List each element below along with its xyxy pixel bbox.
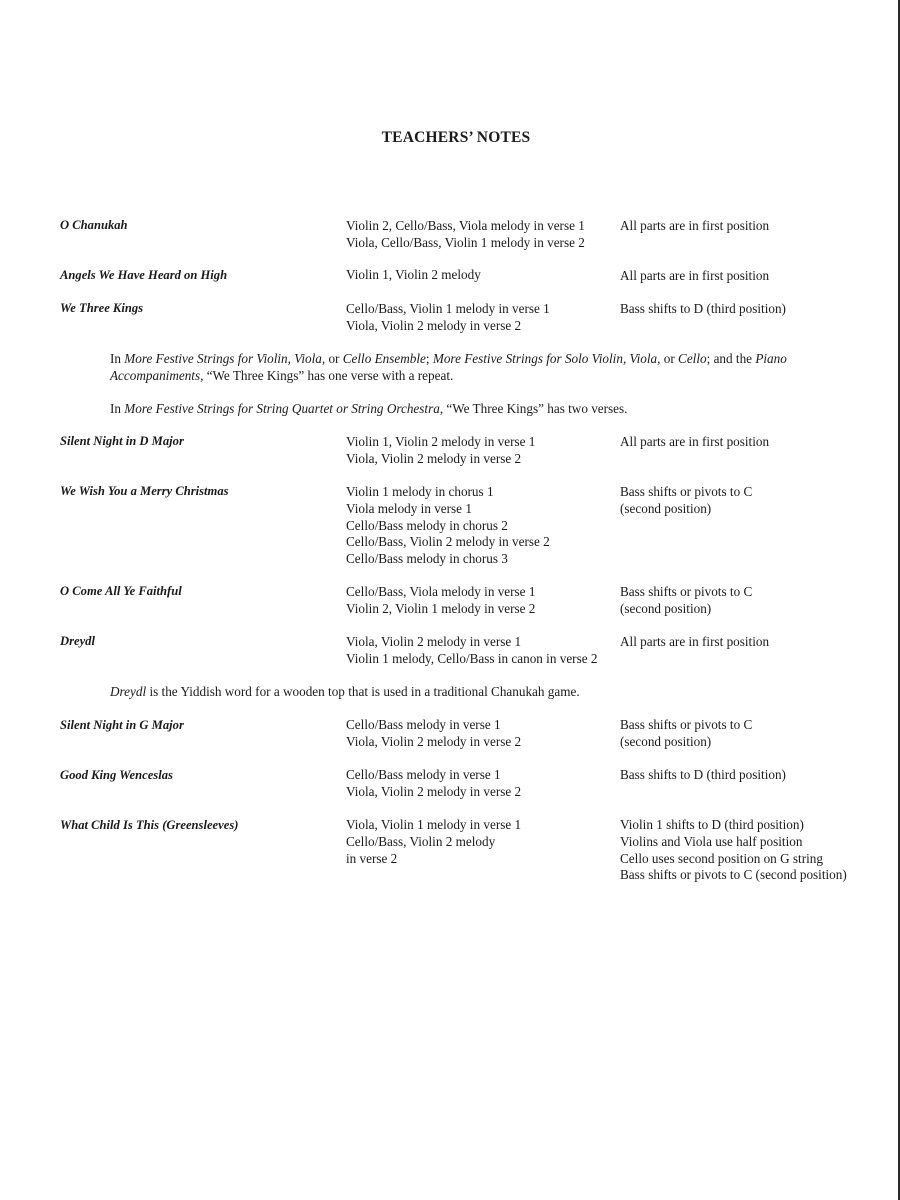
notes-line: All parts are in first position <box>620 268 770 283</box>
parts-line: Violin 1 melody, Cello/Bass in canon in verse 2 <box>346 650 598 666</box>
parts-line: Viola, Violin 2 melody in verse 2 <box>346 733 522 749</box>
notes-line: All parts are in first position <box>620 218 770 233</box>
book-title: Cello Ensemble <box>342 351 426 366</box>
parts-line: Cello/Bass melody in verse 1 <box>346 717 501 732</box>
song-title: We Wish You a Merry Christmas <box>60 484 229 498</box>
parts-line: Violin 1, Violin 2 melody in verse 1 <box>346 434 536 449</box>
notes-line: (second position) <box>620 600 712 616</box>
parts-text <box>346 218 585 252</box>
parts-line: Viola melody in verse 1 <box>346 500 472 516</box>
para-text: In <box>110 401 125 416</box>
notes-text <box>620 301 786 318</box>
parts-line: Violin 2, Violin 1 melody in verse 2 <box>346 600 536 616</box>
notes-text <box>620 584 752 618</box>
notes-line: All parts are in first position <box>620 434 770 449</box>
notes-text <box>620 218 769 235</box>
notes-line: Bass shifts to D (third position) <box>620 767 786 782</box>
parts-line: Violin 1, Violin 2 melody <box>346 267 481 282</box>
para-text: , “We Three Kings” has one verse with a repeat. <box>200 368 454 383</box>
parts-line: Cello/Bass, Violin 2 melody <box>346 833 496 849</box>
parts-text <box>346 484 550 568</box>
para-text: or <box>660 351 679 366</box>
parts-text <box>346 717 521 751</box>
notes-text <box>620 268 769 285</box>
parts-line: Violin 1 melody in chorus 1 <box>346 484 494 499</box>
parts-line: Viola, Cello/Bass, Violin 1 melody in verse 2 <box>346 234 585 250</box>
notes-text <box>620 767 786 784</box>
book-title: Cello <box>678 351 707 366</box>
book-title: More Festive Strings for String Quartet or String Orchestra <box>124 401 440 416</box>
parts-line: Cello/Bass melody in verse 1 <box>346 767 501 782</box>
notes-line: (second position) <box>620 733 712 749</box>
parts-text <box>346 584 535 618</box>
para-text: or <box>325 351 343 366</box>
dreydl-note-paragraph <box>110 683 840 700</box>
dreydl-word: Dreydl <box>110 684 147 699</box>
para-text: is the Yiddish word for a wooden top that is used in a traditional Chanukah game. <box>146 684 580 699</box>
para-text: In <box>110 351 125 366</box>
parts-line: Cello/Bass melody in chorus 2 <box>346 517 508 533</box>
three-kings-note-paragraph <box>110 350 840 384</box>
notes-text <box>620 817 847 884</box>
notes-text <box>620 434 769 451</box>
parts-line: Viola, Violin 2 melody in verse 2 <box>346 450 522 466</box>
notes-line: Bass shifts or pivots to C (second position) <box>620 867 847 883</box>
parts-line: Cello/Bass melody in chorus 3 <box>346 551 508 567</box>
parts-text <box>346 817 521 867</box>
song-title: O Come All Ye Faithful <box>60 584 182 598</box>
notes-line: (second position) <box>620 500 712 516</box>
song-title: Silent Night in G Major <box>60 718 184 732</box>
song-title: O Chanukah <box>60 218 128 232</box>
parts-line: Viola, Violin 2 melody in verse 2 <box>346 783 522 799</box>
parts-line: Viola, Violin 2 melody in verse 2 <box>346 317 522 333</box>
notes-text <box>620 634 769 651</box>
book-title: More Festive Strings for Solo Violin, Viola, <box>432 351 661 366</box>
notes-line: Bass shifts or pivots to C <box>620 717 753 732</box>
parts-text <box>346 767 521 801</box>
song-title: Dreydl <box>60 634 95 648</box>
parts-text <box>346 634 597 668</box>
book-title: Piano Accompaniments <box>110 351 787 383</box>
notes-line: Bass shifts or pivots to C <box>620 584 753 599</box>
parts-line: Cello/Bass, Violin 1 melody in verse 1 <box>346 301 550 316</box>
song-title: Good King Wenceslas <box>60 768 173 782</box>
notes-line: All parts are in first position <box>620 634 770 649</box>
song-title: What Child Is This (Greensleeves) <box>60 818 239 832</box>
parts-text <box>346 434 535 468</box>
notes-text <box>620 717 752 751</box>
song-title: We Three Kings <box>60 301 144 315</box>
parts-line: Viola, Violin 2 melody in verse 1 <box>346 634 522 649</box>
parts-line: Viola, Violin 1 melody in verse 1 <box>346 817 522 832</box>
three-kings-versions-paragraph <box>110 400 840 417</box>
song-title: Silent Night in D Major <box>60 434 184 448</box>
parts-line: Violin 2, Cello/Bass, Viola melody in verse 1 <box>346 218 585 233</box>
para-text: ; and the <box>706 351 756 366</box>
parts-line: Cello/Bass, Violin 2 melody in verse 2 <box>346 534 550 550</box>
notes-line: Violin 1 shifts to D (third position) <box>620 817 804 832</box>
song-title: Angels We Have Heard on High <box>60 268 228 282</box>
parts-line: Cello/Bass, Viola melody in verse 1 <box>346 584 536 599</box>
notes-line: Violins and Viola use half position <box>620 833 803 849</box>
parts-line: in verse 2 <box>346 850 398 866</box>
book-title: More Festive Strings for Violin, Viola, <box>124 351 326 366</box>
notes-line: Cello uses second position on G string <box>620 850 823 866</box>
para-text: ; <box>425 351 433 366</box>
notes-text <box>620 484 752 518</box>
page-title: TEACHERS’ NOTES <box>381 129 531 146</box>
notes-line: Bass shifts or pivots to C <box>620 484 753 499</box>
notes-line: Bass shifts to D (third position) <box>620 301 786 316</box>
parts-text <box>346 267 481 284</box>
para-text: , “We Three Kings” has two verses. <box>439 401 628 416</box>
parts-text <box>346 301 550 335</box>
